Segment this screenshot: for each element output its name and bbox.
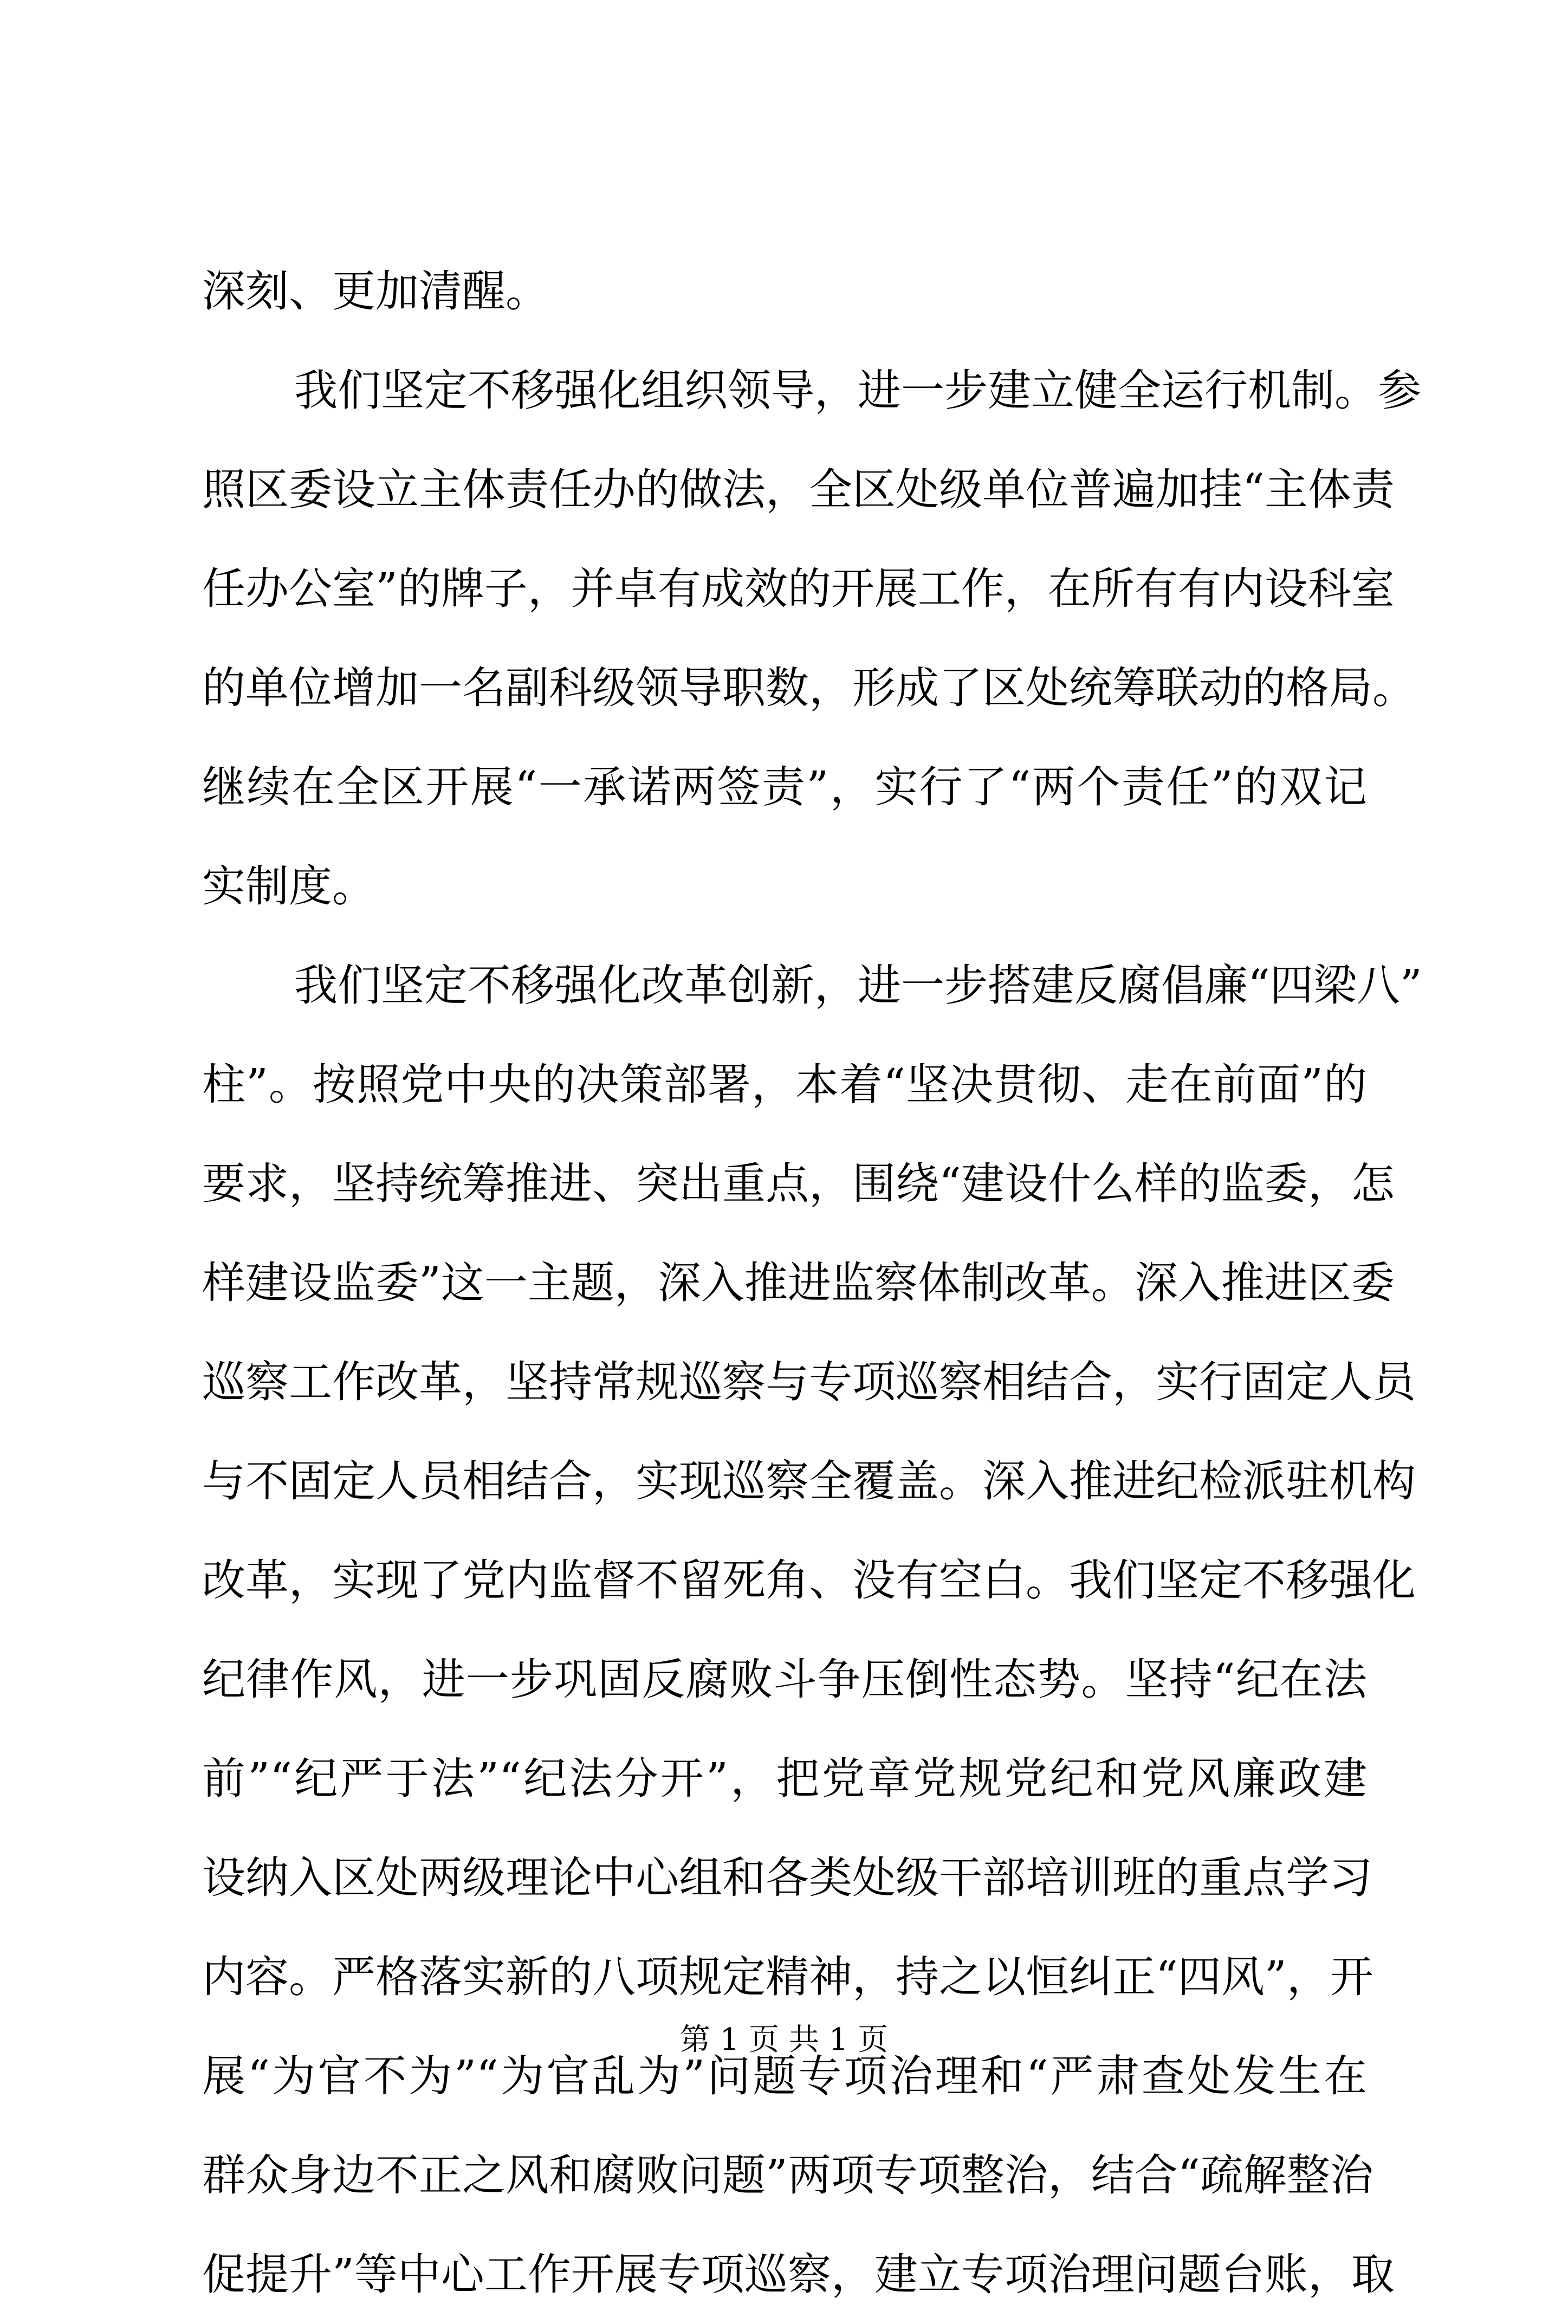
text-line: 实制度。 [202,861,375,911]
text-line: 与不固定人员相结合，实现巡察全覆盖。深入推进纪检派驻机构 [202,1456,1416,1506]
text-line: 深刻、更加清醒。 [202,266,549,316]
text-line: 前”“纪严于法”“纪法分开”，把党章党规党纪和党风廉政建 [202,1753,1367,1804]
text-line: 纪律作风，进一步巩固反腐败斗争压倒性态势。坚持“纪在法 [202,1654,1367,1705]
text-line: 的单位增加一名副科级领导职数，形成了区处统筹联动的格局。 [202,663,1416,713]
text-line: 要求，坚持统筹推进、突出重点，围绕“建设什么样的监委，怎 [202,1158,1395,1209]
text-line: 照区委设立主体责任办的做法，全区处级单位普遍加挂“主体责 [202,464,1395,515]
text-line: 柱”。按照党中央的决策部署，本着“坚决贯彻、走在前面”的 [202,1059,1367,1110]
text-line: 巡察工作改革，坚持常规巡察与专项巡察相结合，实行固定人员 [202,1357,1416,1407]
paragraph-first-line: 我们坚定不移强化改革创新，进一步搭建反腐倡廉“四梁八” [294,960,1422,1011]
text-line: 内容。严格落实新的八项规定精神，持之以恒纠正“四风”，开 [202,1952,1373,2002]
page-footer [0,2018,1568,2062]
paragraph-first-line: 我们坚定不移强化组织领导，进一步建立健全运行机制。参 [294,365,1421,416]
page-number-label: 第 1 页 共 1 页 [679,2022,889,2057]
document-body [202,242,1422,2324]
text-line: 继续在全区开展“一承诺两签责”，实行了“两个责任”的双记 [202,762,1367,812]
text-line: 改革，实现了党内监督不留死角、没有空白。我们坚定不移强化 [202,1555,1416,1606]
text-line: 促提升”等中心工作开展专项巡察，建立专项治理问题台账，取 [202,2249,1395,2300]
text-line: 展“为官不为”“为官乱为”问题专项治理和“严肃查处发生在 [202,2051,1367,2101]
text-line: 设纳入区处两级理论中心组和各类处级干部培训班的重点学习 [202,1853,1372,1903]
text-line: 样建设监委”这一主题，深入推进监察体制改革。深入推进区委 [202,1258,1395,1308]
text-line: 任办公室”的牌子，并卓有成效的开展工作，在所有有内设科室 [202,564,1395,614]
text-line: 群众身边不正之风和腐败问题”两项专项整治，结合“疏解整治 [202,2150,1373,2200]
